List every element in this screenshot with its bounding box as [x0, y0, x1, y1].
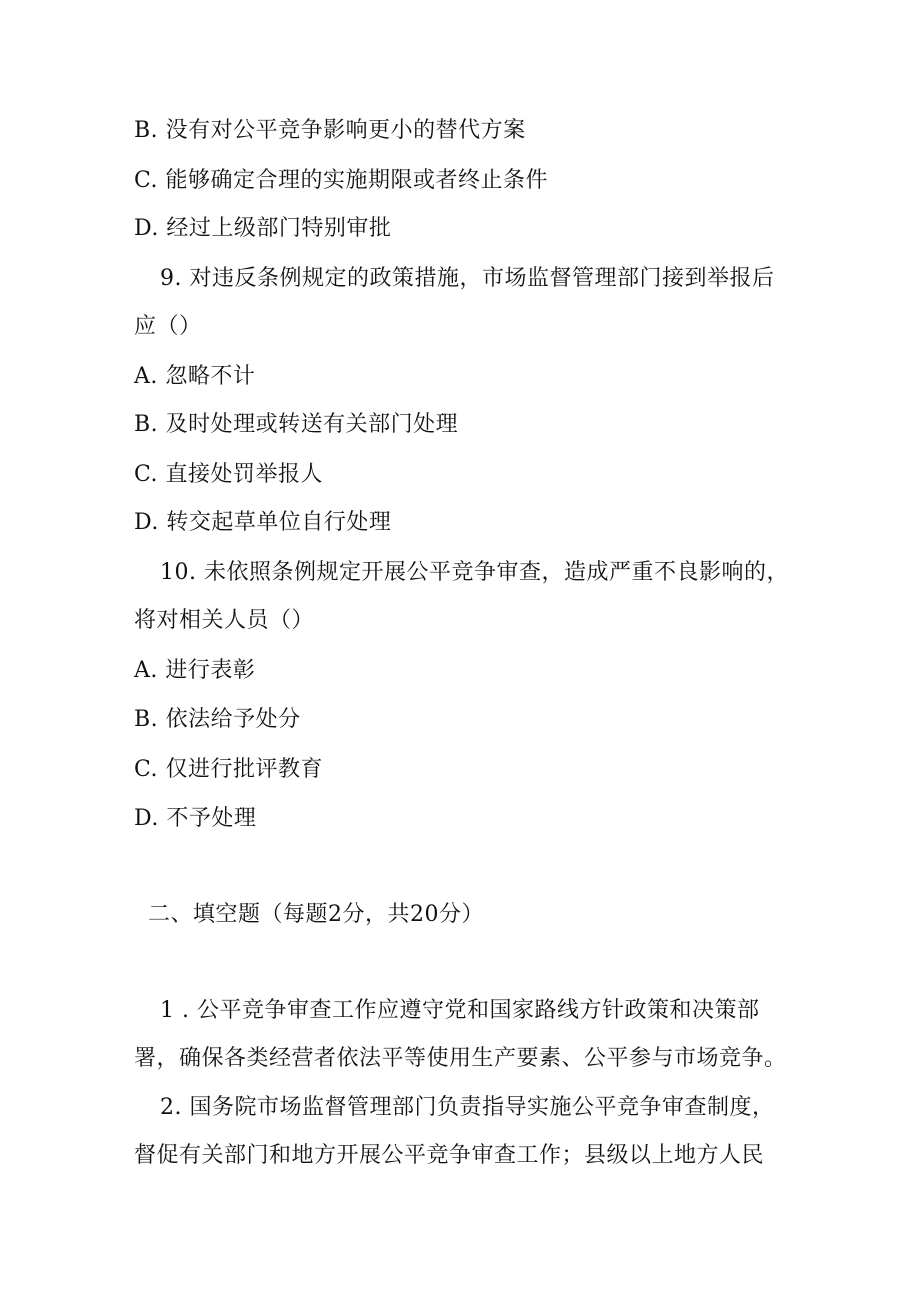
q8-option-d: D. 经过上级部门特别审批 [134, 216, 392, 241]
q9-option-b: B. 及时处理或转送有关部门处理 [134, 412, 459, 437]
q9-question-line1: 9. 对违反条例规定的政策措施，市场监督管理部门接到举报后 [160, 266, 775, 291]
q10-option-a: A. 进行表彰 [134, 658, 256, 683]
q9-question-line2: 应（） [134, 314, 202, 339]
q9-option-d: D. 转交起草单位自行处理 [134, 510, 392, 535]
fill2-line2: 督促有关部门和地方开展公平竞争审查工作；县级以上地方人民 [134, 1143, 765, 1168]
q10-option-d: D. 不予处理 [134, 806, 257, 831]
q10-question-line2: 将对相关人员（） [134, 608, 315, 633]
fill2-line1: 2. 国务院市场监督管理部门负责指导实施公平竞争审查制度， [160, 1095, 775, 1120]
fill1-line1: 1 . 公平竞争审查工作应遵守党和国家路线方针政策和决策部 [160, 998, 760, 1023]
fill1-line2: 署，确保各类经营者依法平等使用生产要素、公平参与市场竞争。 [134, 1046, 787, 1071]
q8-option-b: B. 没有对公平竞争影响更小的替代方案 [134, 118, 526, 143]
q9-option-a: A. 忽略不计 [134, 364, 256, 389]
q10-option-b: B. 依法给予处分 [134, 707, 301, 732]
q9-option-c: C. 直接处罚举报人 [134, 462, 324, 487]
q8-option-c: C. 能够确定合理的实施期限或者终止条件 [134, 168, 549, 193]
q10-option-c: C. 仅进行批评教育 [134, 757, 324, 782]
q10-question-line1: 10. 未依照条例规定开展公平竞争审查，造成严重不良影响的， [160, 560, 789, 585]
section-title: 二、填空题（每题2分，共20分） [148, 902, 484, 927]
